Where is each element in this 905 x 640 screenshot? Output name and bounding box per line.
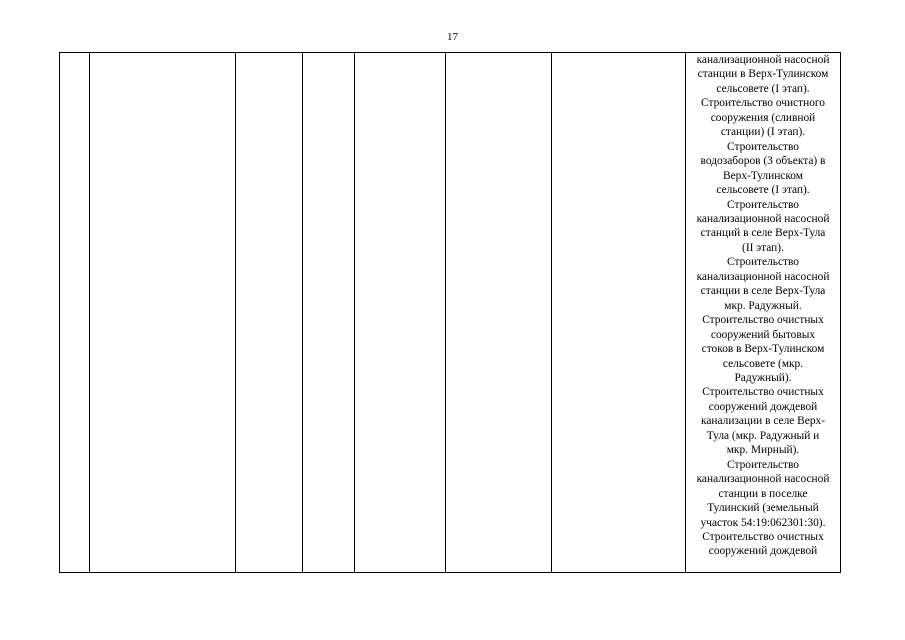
table-cell-3 [236, 53, 303, 573]
text-line: Строительство [727, 458, 799, 471]
text-line: канализации в селе Верх- [700, 415, 826, 428]
text-line: канализационной насосной [696, 54, 830, 66]
text-line: сооружения (сливной [710, 111, 816, 124]
table-cell-1 [60, 53, 90, 573]
text-line: станций в селе Верх-Тула [700, 227, 826, 240]
text-line: мкр. Радужный. [724, 299, 802, 312]
text-line: станции в поселке [718, 487, 808, 500]
text-line: Верх-Тулинском [723, 169, 803, 182]
page-number: 17 [447, 31, 458, 43]
text-line: сельсовете (мкр. [722, 357, 804, 370]
text-line: Строительство очистных [702, 530, 824, 543]
text-line: Строительство [727, 198, 799, 211]
text-line: Тулинский (земельный [707, 502, 819, 515]
table-cell-5 [355, 53, 446, 573]
table-cell-6 [446, 53, 552, 573]
text-line: Строительство очистных [702, 386, 824, 399]
text-line: (II этап). [742, 241, 784, 254]
text-line: Радужный). [734, 371, 792, 384]
text-line: водозаборов (3 объекта) в [700, 155, 826, 168]
text-line: Строительство [727, 256, 799, 269]
text-line: стоков в Верх-Тулинском [701, 343, 825, 356]
text-line: канализационной насосной [696, 270, 830, 283]
table-cell-2 [90, 53, 236, 573]
table-cell-4 [303, 53, 355, 573]
text-line: станции в селе Верх-Тула [700, 285, 826, 298]
document-table [59, 52, 841, 573]
text-line: Строительство [727, 140, 799, 153]
text-line: сельсовете (I этап). [716, 184, 810, 197]
text-line: сооружений дождевой [708, 545, 818, 558]
table-cell-description [686, 53, 841, 573]
text-line: станции в Верх-Тулинском [697, 68, 829, 81]
table-cell-7 [552, 53, 686, 573]
text-line: Строительство очистного [701, 97, 825, 110]
text-line: станции) (I этап). [720, 126, 806, 139]
text-line: участок 54:19:062301:30). [700, 516, 826, 529]
text-line: Тула (мкр. Радужный и [706, 429, 820, 442]
text-line: мкр. Мирный). [726, 444, 800, 457]
text-line: сельсовете (I этап). [716, 82, 810, 95]
text-line: Строительство очистных [702, 314, 824, 327]
text-line: канализационной насосной [696, 212, 830, 225]
table-row [60, 53, 841, 573]
text-line: сооружений бытовых [710, 328, 816, 341]
text-line: сооружений дождевой [708, 400, 818, 413]
text-line: канализационной насосной [696, 473, 830, 486]
